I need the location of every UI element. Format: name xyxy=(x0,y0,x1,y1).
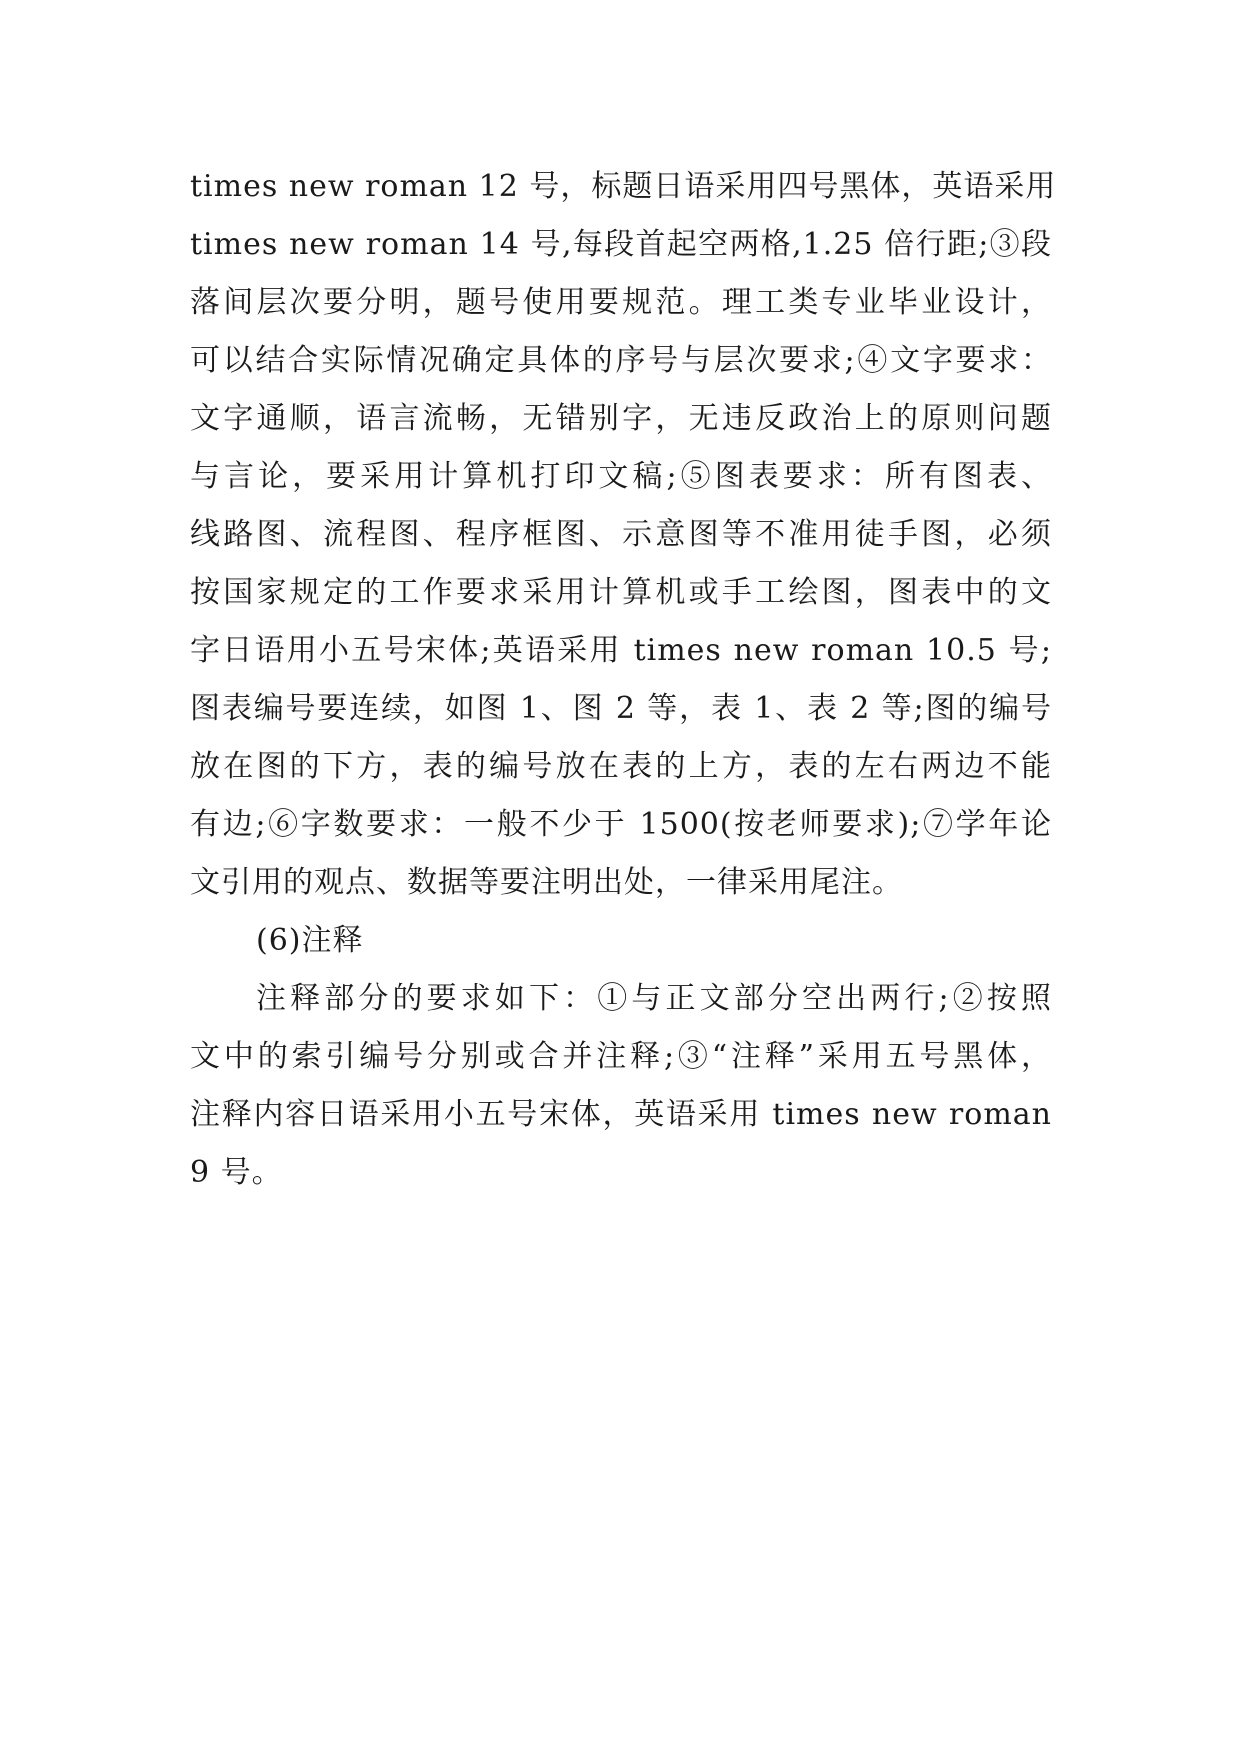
document-body xyxy=(190,158,1057,1202)
text-line-7: 线路图、流程图、程序框图、示意图等不准用徒手图，必须 xyxy=(190,517,1052,552)
text-line-6: 与言论，要采用计算机打印文稿;⑤图表要求：所有图表、 xyxy=(190,459,1052,494)
text-line-16: 文中的索引编号分别或合并注释;③“注释”采用五号黑体， xyxy=(190,1039,1052,1074)
text-line-9: 字日语用小五号宋体;英语采用 times new roman 10.5 号; xyxy=(190,633,1052,668)
text-line-11: 放在图的下方，表的编号放在表的上方，表的左右两边不能 xyxy=(190,749,1052,784)
text-line-2: times new roman 14 号,每段首起空两格,1.25 倍行距;③段 xyxy=(190,227,1052,262)
text-line-8: 按国家规定的工作要求采用计算机或手工绘图，图表中的文 xyxy=(190,575,1052,610)
text-line-4: 可以结合实际情况确定具体的序号与层次要求;④文字要求： xyxy=(190,343,1052,378)
text-line-1: times new roman 12 号，标题日语采用四号黑体，英语采用 xyxy=(190,169,1057,204)
text-line-3: 落间层次要分明，题号使用要规范。理工类专业毕业设计， xyxy=(190,285,1052,320)
text-line-17: 注释内容日语采用小五号宋体，英语采用 times new roman xyxy=(190,1097,1052,1132)
text-line-10: 图表编号要连续，如图 1、图 2 等，表 1、表 2 等;图的编号 xyxy=(190,691,1052,726)
text-line-15: 注释部分的要求如下：①与正文部分空出两行;②按照 xyxy=(256,981,1052,1016)
text-line-13: 文引用的观点、数据等要注明出处，一律采用尾注。 xyxy=(190,865,903,900)
text-line-18: 9 号。 xyxy=(190,1155,283,1190)
text-line-12: 有边;⑥字数要求：一般不少于 1500(按老师要求);⑦学年论 xyxy=(190,807,1052,842)
section-heading: (6)注释 xyxy=(256,923,364,958)
text-line-5: 文字通顺，语言流畅，无错别字，无违反政治上的原则问题 xyxy=(190,401,1052,436)
